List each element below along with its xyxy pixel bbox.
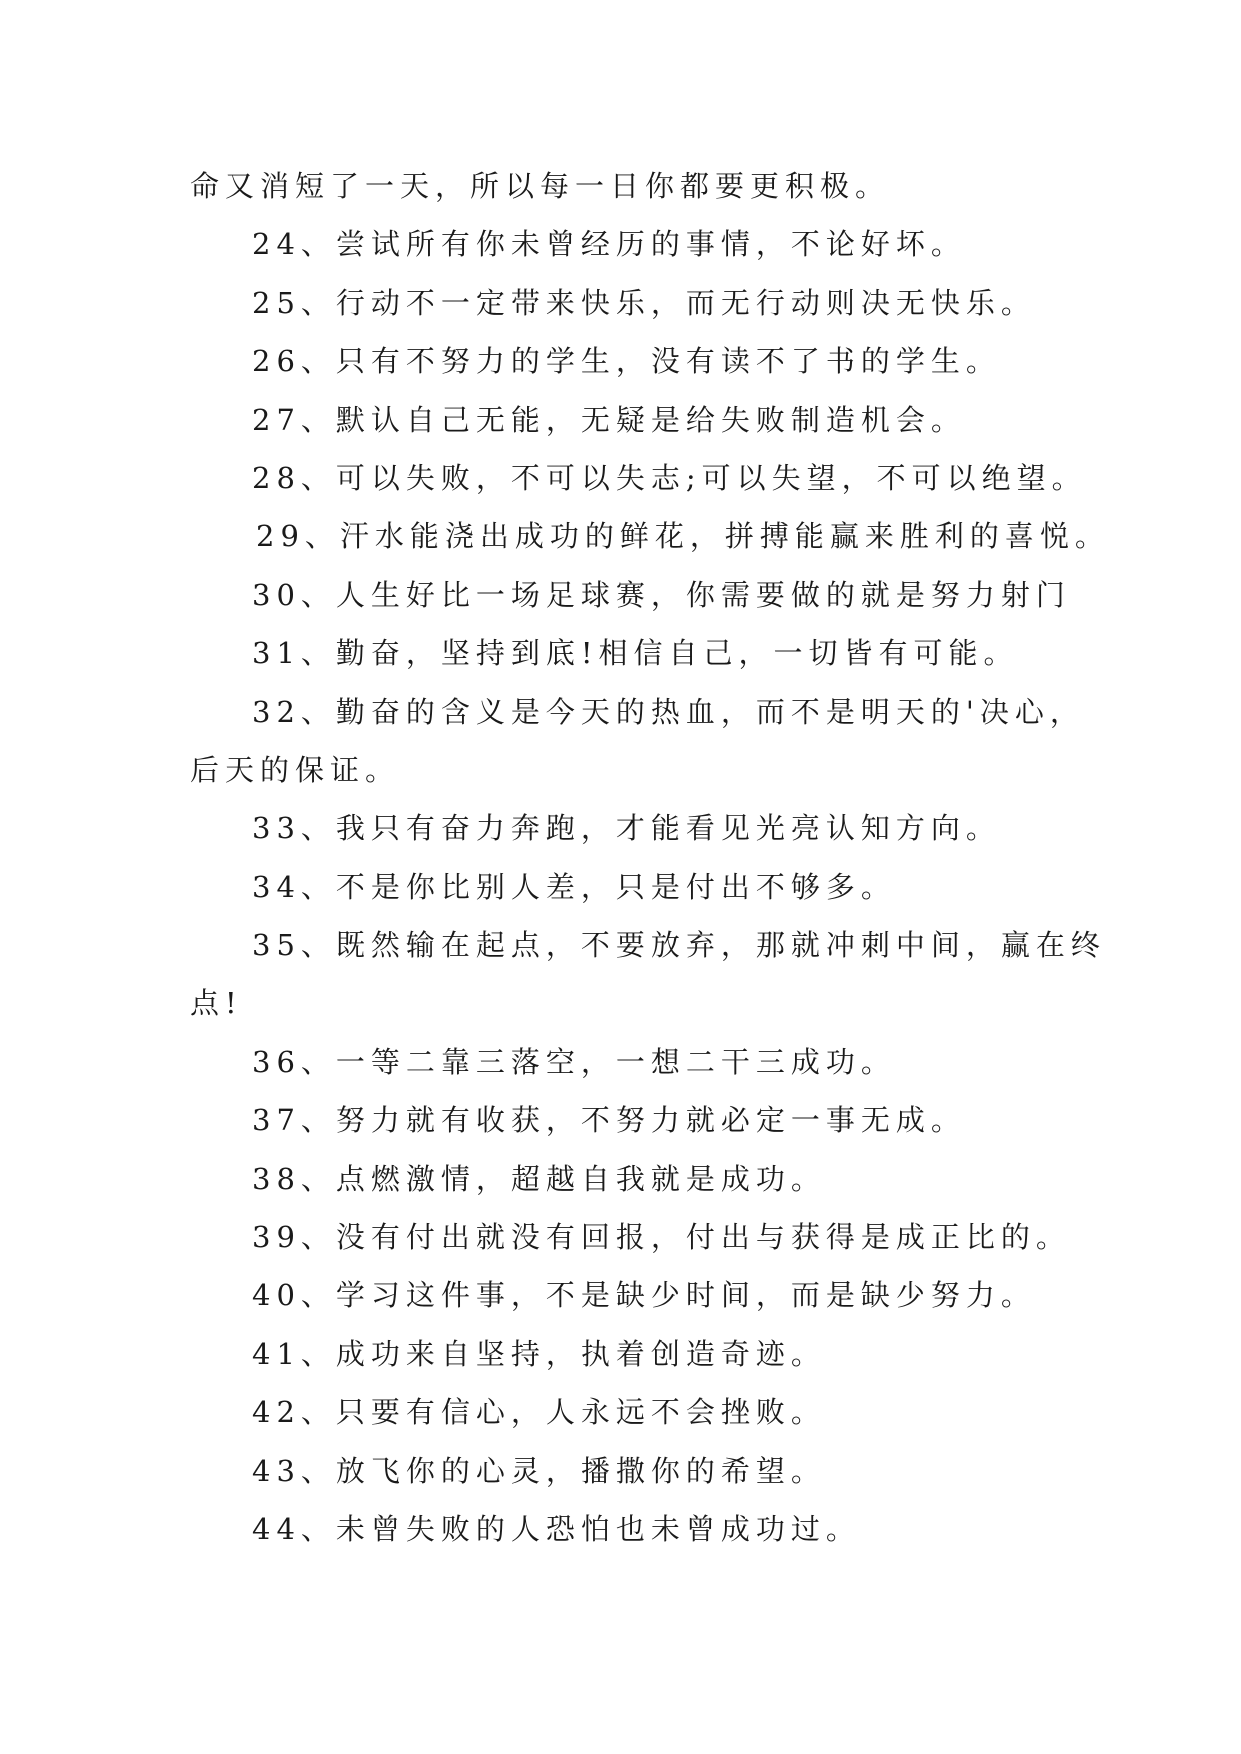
quote-line-30: 30、人生好比一场足球赛，你需要做的就是努力射门 — [252, 577, 1071, 612]
quote-line-28: 28、可以失败，不可以失志;可以失望，不可以绝望。 — [252, 460, 1087, 495]
quote-line-44: 44、未曾失败的人恐怕也未曾成功过。 — [252, 1511, 861, 1546]
quote-line-40: 40、学习这件事，不是缺少时间，而是缺少努力。 — [252, 1278, 1036, 1313]
quote-line-32: 32、勤奋的含义是今天的热血，而不是明天的'决心， — [252, 694, 1085, 729]
quote-line-37: 37、努力就有收获，不努力就必定一事无成。 — [252, 1103, 966, 1138]
quote-line-32-continuation: 后天的保证。 — [190, 752, 401, 787]
quote-line-33: 33、我只有奋力奔跑，才能看见光亮认知方向。 — [252, 811, 1001, 846]
text-line-continuation: 命又消短了一天，所以每一日你都要更积极。 — [190, 169, 891, 203]
quote-line-43: 43、放飞你的心灵，播撒你的希望。 — [252, 1453, 826, 1488]
quote-line-31: 31、勤奋，坚持到底!相信自己，一切皆有可能。 — [252, 636, 1019, 671]
quote-line-29: 29、汗水能浇出成功的鲜花，拼搏能赢来胜利的喜悦。 — [256, 519, 1110, 554]
document-body — [190, 157, 1110, 1558]
quote-line-34: 34、不是你比别人差，只是付出不够多。 — [252, 869, 896, 904]
quote-line-35: 35、既然输在起点，不要放弃，那就冲刺中间，赢在终 — [252, 928, 1106, 963]
quote-line-26: 26、只有不努力的学生，没有读不了书的学生。 — [252, 344, 1001, 379]
quote-line-38: 38、点燃激情，超越自我就是成功。 — [252, 1161, 826, 1196]
quote-line-39: 39、没有付出就没有回报，付出与获得是成正比的。 — [252, 1220, 1071, 1255]
quote-line-42: 42、只要有信心，人永远不会挫败。 — [252, 1395, 826, 1430]
quote-line-24: 24、尝试所有你未曾经历的事情，不论好坏。 — [252, 227, 966, 262]
quote-line-27: 27、默认自己无能，无疑是给失败制造机会。 — [252, 402, 966, 437]
quote-line-35-continuation: 点! — [190, 986, 243, 1021]
quote-line-36: 36、一等二靠三落空，一想二干三成功。 — [252, 1044, 896, 1079]
quote-line-41: 41、成功来自坚持，执着创造奇迹。 — [252, 1336, 826, 1371]
quote-line-25: 25、行动不一定带来快乐，而无行动则决无快乐。 — [252, 285, 1036, 320]
